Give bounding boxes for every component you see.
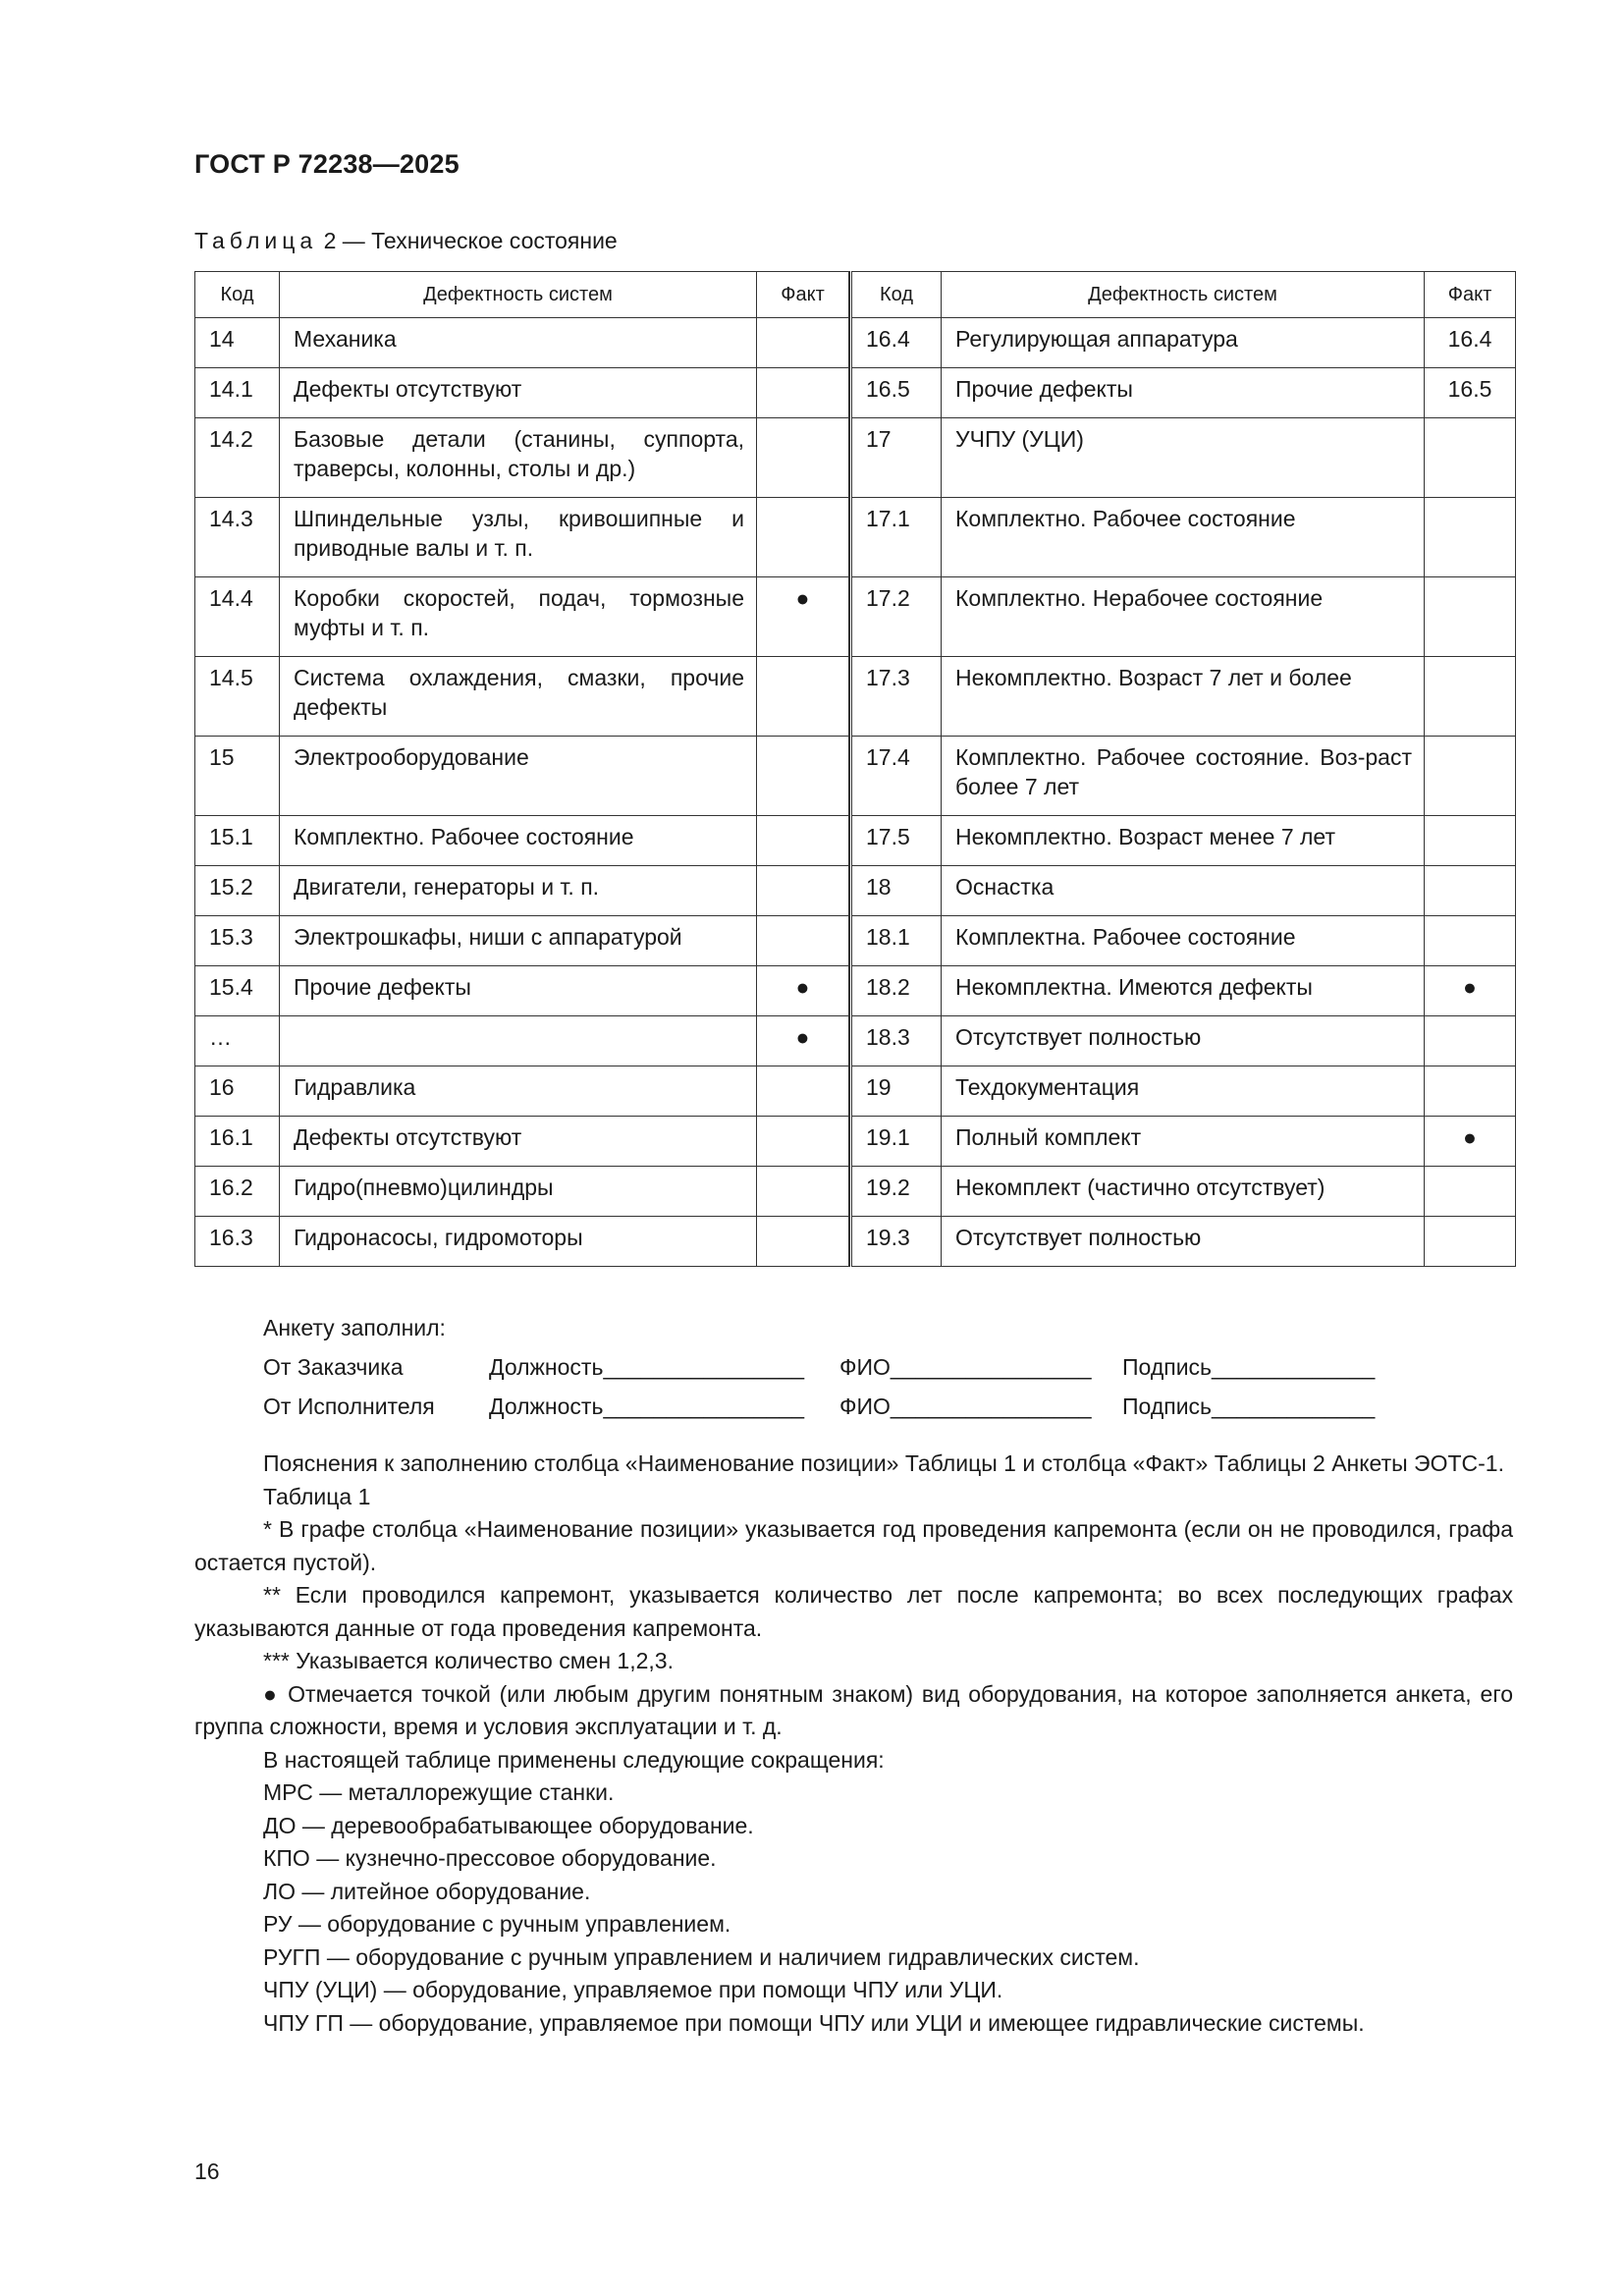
code-cell: 18.2 bbox=[851, 966, 942, 1016]
fact-cell bbox=[757, 1217, 849, 1267]
header-code: Код bbox=[195, 272, 280, 318]
notes-section bbox=[194, 1448, 1513, 2040]
defect-table bbox=[194, 271, 1513, 1267]
table-row bbox=[195, 866, 849, 916]
fact-cell bbox=[757, 737, 849, 816]
defect-cell: Коробки скоростей, подач, тормозные муфты и т. п. bbox=[280, 577, 757, 657]
form-who: От Заказчика bbox=[263, 1354, 404, 1380]
defect-cell: Базовые детали (станины, суппорта, траверсы, колонны, столы и др.) bbox=[280, 418, 757, 498]
code-cell: 15 bbox=[195, 737, 280, 816]
table-caption-prefix: Таблица bbox=[194, 228, 318, 253]
fact-cell bbox=[1425, 866, 1516, 916]
defect-cell: Комплектно. Рабочее состояние. Воз-раст более 7 лет bbox=[942, 737, 1425, 816]
form-sign-field[interactable]: Подпись_____________ bbox=[1122, 1354, 1376, 1380]
abbreviation-item: МРС — металлорежущие станки. bbox=[263, 1779, 615, 1805]
fact-cell bbox=[1425, 737, 1516, 816]
header-defect: Дефектность систем bbox=[280, 272, 757, 318]
code-cell: 18.1 bbox=[851, 916, 942, 966]
table-row bbox=[851, 577, 1516, 657]
code-cell: 14.1 bbox=[195, 368, 280, 418]
table-row bbox=[195, 318, 849, 368]
defect-cell: Отсутствует полностью bbox=[942, 1217, 1425, 1267]
table-row bbox=[851, 866, 1516, 916]
defect-cell: УЧПУ (УЦИ) bbox=[942, 418, 1425, 498]
code-cell: 19.3 bbox=[851, 1217, 942, 1267]
table-row bbox=[195, 816, 849, 866]
code-cell: 16 bbox=[195, 1066, 280, 1117]
code-cell: 18.3 bbox=[851, 1016, 942, 1066]
code-cell: 16.3 bbox=[195, 1217, 280, 1267]
form-sign-field[interactable]: Подпись_____________ bbox=[1122, 1394, 1376, 1419]
fact-cell bbox=[757, 916, 849, 966]
fact-cell: ● bbox=[757, 577, 849, 657]
table-row bbox=[851, 318, 1516, 368]
defect-cell: Комплектно. Нерабочее состояние bbox=[942, 577, 1425, 657]
code-cell: 16.2 bbox=[195, 1167, 280, 1217]
fact-cell bbox=[757, 1167, 849, 1217]
defect-cell: Комплектно. Рабочее состояние bbox=[942, 498, 1425, 577]
defect-cell: Полный комплект bbox=[942, 1117, 1425, 1167]
defect-cell: Комплектно. Рабочее состояние bbox=[280, 816, 757, 866]
defect-cell: Оснастка bbox=[942, 866, 1425, 916]
code-cell: 17.5 bbox=[851, 816, 942, 866]
table-caption-text: 2 — Техническое состояние bbox=[323, 228, 618, 253]
fact-cell bbox=[1425, 816, 1516, 866]
defect-cell: Механика bbox=[280, 318, 757, 368]
header-defect: Дефектность систем bbox=[942, 272, 1425, 318]
defect-cell: Регулирующая аппаратура bbox=[942, 318, 1425, 368]
code-cell: 16.1 bbox=[195, 1117, 280, 1167]
fact-cell bbox=[1425, 577, 1516, 657]
table-row bbox=[195, 966, 849, 1016]
code-cell: 14.4 bbox=[195, 577, 280, 657]
abbreviation-item: РУГП — оборудование с ручным управлением и наличием гидравлических систем. bbox=[263, 1943, 1140, 1970]
table-row bbox=[195, 577, 849, 657]
form-row-contractor bbox=[263, 1387, 1375, 1426]
note-paragraph: Таблица 1 bbox=[263, 1483, 371, 1509]
code-cell: 14.5 bbox=[195, 657, 280, 737]
table-row bbox=[851, 737, 1516, 816]
defect-cell: Электрошкафы, ниши с аппаратурой bbox=[280, 916, 757, 966]
fact-cell bbox=[1425, 1217, 1516, 1267]
defect-cell: Гидравлика bbox=[280, 1066, 757, 1117]
code-cell: 17.4 bbox=[851, 737, 942, 816]
defect-cell: Дефекты отсутствуют bbox=[280, 1117, 757, 1167]
defect-cell: Дефекты отсутствуют bbox=[280, 368, 757, 418]
fact-cell bbox=[757, 1117, 849, 1167]
code-cell: 14 bbox=[195, 318, 280, 368]
fact-cell: ● bbox=[1425, 1117, 1516, 1167]
right-table bbox=[849, 271, 1516, 1267]
defect-cell: Комплектна. Рабочее состояние bbox=[942, 916, 1425, 966]
code-cell: 17.1 bbox=[851, 498, 942, 577]
defect-cell: Двигатели, генераторы и т. п. bbox=[280, 866, 757, 916]
fact-cell bbox=[1425, 1066, 1516, 1117]
code-cell: 16.5 bbox=[851, 368, 942, 418]
code-cell: 17.3 bbox=[851, 657, 942, 737]
code-cell: 17.2 bbox=[851, 577, 942, 657]
fact-cell bbox=[757, 866, 849, 916]
defect-cell: Некомплектно. Возраст менее 7 лет bbox=[942, 816, 1425, 866]
defect-cell: Гидро(пневмо)цилиндры bbox=[280, 1167, 757, 1217]
table-caption bbox=[194, 228, 618, 254]
table-row bbox=[195, 1167, 849, 1217]
defect-cell: Техдокументация bbox=[942, 1066, 1425, 1117]
signature-form bbox=[263, 1308, 1375, 1426]
abbreviation-item: КПО — кузнечно-прессовое оборудование. bbox=[263, 1845, 717, 1871]
defect-cell: Шпиндельные узлы, кривошипные и приводные валы и т. п. bbox=[280, 498, 757, 577]
fact-cell bbox=[757, 498, 849, 577]
fact-cell bbox=[757, 816, 849, 866]
table-row bbox=[195, 1117, 849, 1167]
fact-cell bbox=[1425, 498, 1516, 577]
defect-cell: Некомплектно. Возраст 7 лет и более bbox=[942, 657, 1425, 737]
code-cell: 15.2 bbox=[195, 866, 280, 916]
abbreviation-item: ЛО — литейное оборудование. bbox=[263, 1878, 591, 1904]
defect-cell: Электрооборудование bbox=[280, 737, 757, 816]
table-row bbox=[195, 737, 849, 816]
defect-cell bbox=[280, 1016, 757, 1066]
defect-cell: Некомплект (частично отсутствует) bbox=[942, 1167, 1425, 1217]
table-row bbox=[195, 916, 849, 966]
table-row bbox=[851, 916, 1516, 966]
code-cell: 19.2 bbox=[851, 1167, 942, 1217]
fact-cell bbox=[1425, 1167, 1516, 1217]
fact-cell bbox=[1425, 1016, 1516, 1066]
fact-cell: ● bbox=[1425, 966, 1516, 1016]
header-code: Код bbox=[851, 272, 942, 318]
table-row bbox=[851, 418, 1516, 498]
table-row bbox=[851, 1117, 1516, 1167]
form-position-field[interactable]: Должность________________ bbox=[489, 1394, 805, 1419]
document-title: ГОСТ Р 72238—2025 bbox=[194, 149, 460, 179]
form-position-field[interactable]: Должность________________ bbox=[489, 1354, 805, 1380]
note-paragraph: * В графе столбца «Наименование позиции» указывается год проведения капремонта (если он не проводился, графа остается пустой). bbox=[194, 1516, 1513, 1575]
form-row-customer bbox=[263, 1347, 1375, 1387]
table-row bbox=[851, 368, 1516, 418]
header-fact: Факт bbox=[757, 272, 849, 318]
code-cell: … bbox=[195, 1016, 280, 1066]
code-cell: 15.3 bbox=[195, 916, 280, 966]
fact-cell bbox=[757, 418, 849, 498]
table-row bbox=[195, 1066, 849, 1117]
abbreviation-item: ДО — деревообрабатывающее оборудование. bbox=[263, 1812, 754, 1838]
form-filled-by: Анкету заполнил: bbox=[263, 1315, 446, 1340]
fact-cell bbox=[757, 657, 849, 737]
note-paragraph: *** Указывается количество смен 1,2,3. bbox=[263, 1648, 674, 1673]
fact-cell bbox=[1425, 657, 1516, 737]
note-paragraph: Пояснения к заполнению столбца «Наименование позиции» Таблицы 1 и столбца «Факт» Таблицы 2 Анкеты ЭОТС-1. bbox=[263, 1450, 1504, 1476]
fact-cell: ● bbox=[757, 1016, 849, 1066]
table-row bbox=[851, 816, 1516, 866]
fact-cell bbox=[757, 318, 849, 368]
left-table bbox=[194, 271, 849, 1267]
abbreviation-item: ЧПУ ГП — оборудование, управляемое при помощи ЧПУ или УЦИ и имеющее гидравлические системы. bbox=[263, 2009, 1365, 2036]
note-paragraph: В настоящей таблице применены следующие сокращения: bbox=[263, 1746, 885, 1773]
table-row bbox=[851, 1217, 1516, 1267]
defect-cell: Некомплектна. Имеются дефекты bbox=[942, 966, 1425, 1016]
fact-cell bbox=[757, 368, 849, 418]
table-row bbox=[195, 418, 849, 498]
table-row bbox=[851, 966, 1516, 1016]
table-row bbox=[195, 498, 849, 577]
code-cell: 18 bbox=[851, 866, 942, 916]
fact-cell: 16.5 bbox=[1425, 368, 1516, 418]
form-fio-field[interactable]: ФИО________________ bbox=[839, 1354, 1092, 1380]
form-fio-field[interactable]: ФИО________________ bbox=[839, 1394, 1092, 1419]
note-paragraph: ** Если проводился капремонт, указывается количество лет после капремонта; во всех последующих графах указываются данные от года проведения капремонта. bbox=[194, 1582, 1513, 1641]
fact-cell: ● bbox=[757, 966, 849, 1016]
table-row bbox=[851, 657, 1516, 737]
table-row bbox=[195, 368, 849, 418]
table-row bbox=[195, 1217, 849, 1267]
table-row bbox=[851, 1167, 1516, 1217]
code-cell: 19.1 bbox=[851, 1117, 942, 1167]
code-cell: 14.2 bbox=[195, 418, 280, 498]
defect-cell: Прочие дефекты bbox=[280, 966, 757, 1016]
code-cell: 17 bbox=[851, 418, 942, 498]
fact-cell: 16.4 bbox=[1425, 318, 1516, 368]
fact-cell bbox=[1425, 418, 1516, 498]
table-row bbox=[851, 1016, 1516, 1066]
code-cell: 15.1 bbox=[195, 816, 280, 866]
table-row bbox=[851, 1066, 1516, 1117]
form-who: От Исполнителя bbox=[263, 1394, 435, 1419]
table-row bbox=[851, 498, 1516, 577]
table-row bbox=[195, 657, 849, 737]
defect-cell: Система охлаждения, смазки, прочие дефекты bbox=[280, 657, 757, 737]
header-fact: Факт bbox=[1425, 272, 1516, 318]
code-cell: 15.4 bbox=[195, 966, 280, 1016]
code-cell: 16.4 bbox=[851, 318, 942, 368]
code-cell: 14.3 bbox=[195, 498, 280, 577]
table-row bbox=[195, 1016, 849, 1066]
note-paragraph: ● Отмечается точкой (или любым другим понятным знаком) вид оборудования, на которое заполняется анкета, его группа сложности, время и условия эксплуатации и т. д. bbox=[194, 1680, 1513, 1739]
abbreviation-item: ЧПУ (УЦИ) — оборудование, управляемое при помощи ЧПУ или УЦИ. bbox=[263, 1977, 1003, 2002]
fact-cell bbox=[757, 1066, 849, 1117]
defect-cell: Гидронасосы, гидромоторы bbox=[280, 1217, 757, 1267]
defect-cell: Отсутствует полностью bbox=[942, 1016, 1425, 1066]
fact-cell bbox=[1425, 916, 1516, 966]
abbreviation-item: РУ — оборудование с ручным управлением. bbox=[263, 1911, 731, 1937]
defect-cell: Прочие дефекты bbox=[942, 368, 1425, 418]
page-number: 16 bbox=[194, 2159, 220, 2184]
code-cell: 19 bbox=[851, 1066, 942, 1117]
